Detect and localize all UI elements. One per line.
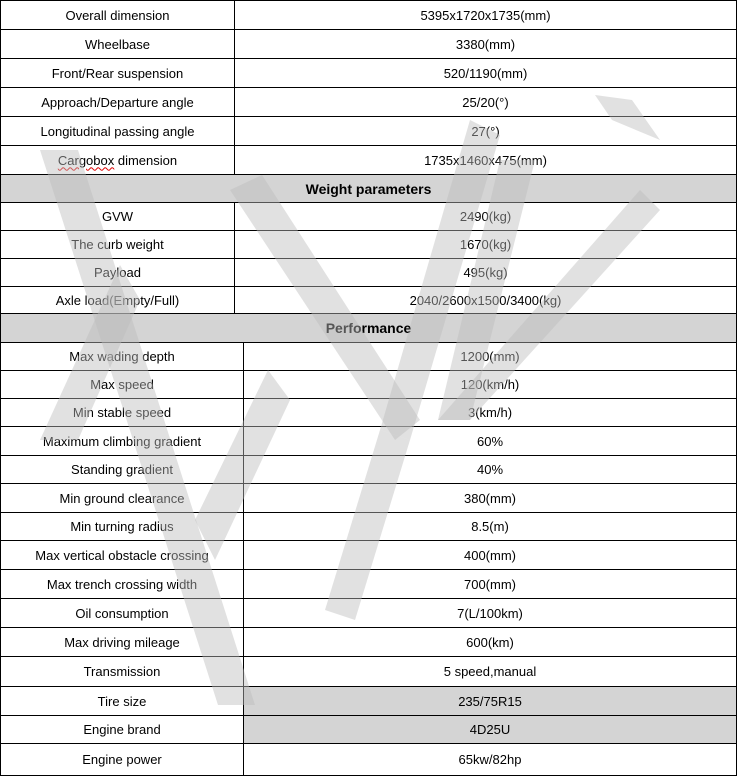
table-row bbox=[1, 259, 737, 287]
row-label: Payload bbox=[1, 259, 235, 287]
row-value: 60% bbox=[244, 427, 737, 456]
row-value: 25/20(°) bbox=[235, 88, 737, 117]
row-label: Overall dimension bbox=[1, 1, 235, 30]
row-value: 600(km) bbox=[244, 628, 737, 657]
table-row bbox=[1, 456, 737, 484]
row-label: Max speed bbox=[1, 371, 244, 399]
table-row bbox=[1, 628, 737, 657]
table-row bbox=[1, 657, 737, 687]
row-label: Axle load(Empty/Full) bbox=[1, 287, 235, 315]
row-value: 65kw/82hp bbox=[244, 744, 737, 776]
row-value: 1735x1460x475(mm) bbox=[235, 146, 737, 175]
row-value: 1200(mm) bbox=[244, 343, 737, 371]
row-value: 27(°) bbox=[235, 117, 737, 146]
table-row bbox=[1, 203, 737, 231]
table-row bbox=[1, 59, 737, 88]
table-row bbox=[1, 744, 737, 776]
row-label: Max trench crossing width bbox=[1, 570, 244, 599]
table-row bbox=[1, 484, 737, 513]
row-label: Standing gradient bbox=[1, 456, 244, 484]
spellcheck-word: Cargobox bbox=[57, 152, 115, 168]
row-value: 3(km/h) bbox=[244, 399, 737, 427]
table-row bbox=[1, 287, 737, 315]
section-header-performance: Performance bbox=[1, 314, 737, 343]
row-label: GVW bbox=[1, 203, 235, 231]
row-label: Engine brand bbox=[1, 716, 244, 744]
row-value: 495(kg) bbox=[235, 259, 737, 287]
table-row bbox=[1, 343, 737, 371]
table-row bbox=[1, 399, 737, 427]
table-row bbox=[1, 570, 737, 599]
row-label: Min turning radius bbox=[1, 513, 244, 541]
table-row bbox=[1, 1, 737, 30]
row-label: Maximum climbing gradient bbox=[1, 427, 244, 456]
row-value: 8.5(m) bbox=[244, 513, 737, 541]
row-label: Engine power bbox=[1, 744, 244, 776]
row-value: 235/75R15 bbox=[244, 687, 737, 716]
table-row bbox=[1, 541, 737, 570]
row-label: The curb weight bbox=[1, 231, 235, 259]
row-value: 400(mm) bbox=[244, 541, 737, 570]
row-label: Longitudinal passing angle bbox=[1, 117, 235, 146]
table-row bbox=[1, 513, 737, 541]
table-row bbox=[1, 371, 737, 399]
section-header-row bbox=[1, 314, 737, 343]
row-label: Wheelbase bbox=[1, 30, 235, 59]
row-value: 5395x1720x1735(mm) bbox=[235, 1, 737, 30]
row-label: Tire size bbox=[1, 687, 244, 716]
spec-table-performance bbox=[0, 313, 737, 776]
row-value: 520/1190(mm) bbox=[235, 59, 737, 88]
row-label: Transmission bbox=[1, 657, 244, 687]
row-value: 380(mm) bbox=[244, 484, 737, 513]
row-label: Approach/Departure angle bbox=[1, 88, 235, 117]
row-value: 700(mm) bbox=[244, 570, 737, 599]
section-header-row bbox=[1, 175, 737, 203]
table-row bbox=[1, 88, 737, 117]
table-row bbox=[1, 146, 737, 175]
row-label: Max vertical obstacle crossing bbox=[1, 541, 244, 570]
table-row bbox=[1, 427, 737, 456]
row-label-rest: dimension bbox=[114, 152, 178, 168]
row-value: 2490(kg) bbox=[235, 203, 737, 231]
row-value: 7(L/100km) bbox=[244, 599, 737, 628]
row-label: Oil consumption bbox=[1, 599, 244, 628]
table-row bbox=[1, 30, 737, 59]
spec-table-upper bbox=[0, 0, 737, 315]
row-label: Min stable speed bbox=[1, 399, 244, 427]
row-value: 3380(mm) bbox=[235, 30, 737, 59]
row-label bbox=[1, 146, 235, 175]
table-row bbox=[1, 687, 737, 716]
row-value: 4D25U bbox=[244, 716, 737, 744]
row-label: Max wading depth bbox=[1, 343, 244, 371]
table-row bbox=[1, 117, 737, 146]
row-value: 120(km/h) bbox=[244, 371, 737, 399]
table-row bbox=[1, 231, 737, 259]
row-label: Front/Rear suspension bbox=[1, 59, 235, 88]
table-row bbox=[1, 716, 737, 744]
section-header-weight: Weight parameters bbox=[1, 175, 737, 203]
table-row bbox=[1, 599, 737, 628]
row-value: 40% bbox=[244, 456, 737, 484]
row-label: Max driving mileage bbox=[1, 628, 244, 657]
row-value: 2040/2600x1500/3400(kg) bbox=[235, 287, 737, 315]
row-value: 1670(kg) bbox=[235, 231, 737, 259]
row-label: Min ground clearance bbox=[1, 484, 244, 513]
row-value: 5 speed,manual bbox=[244, 657, 737, 687]
